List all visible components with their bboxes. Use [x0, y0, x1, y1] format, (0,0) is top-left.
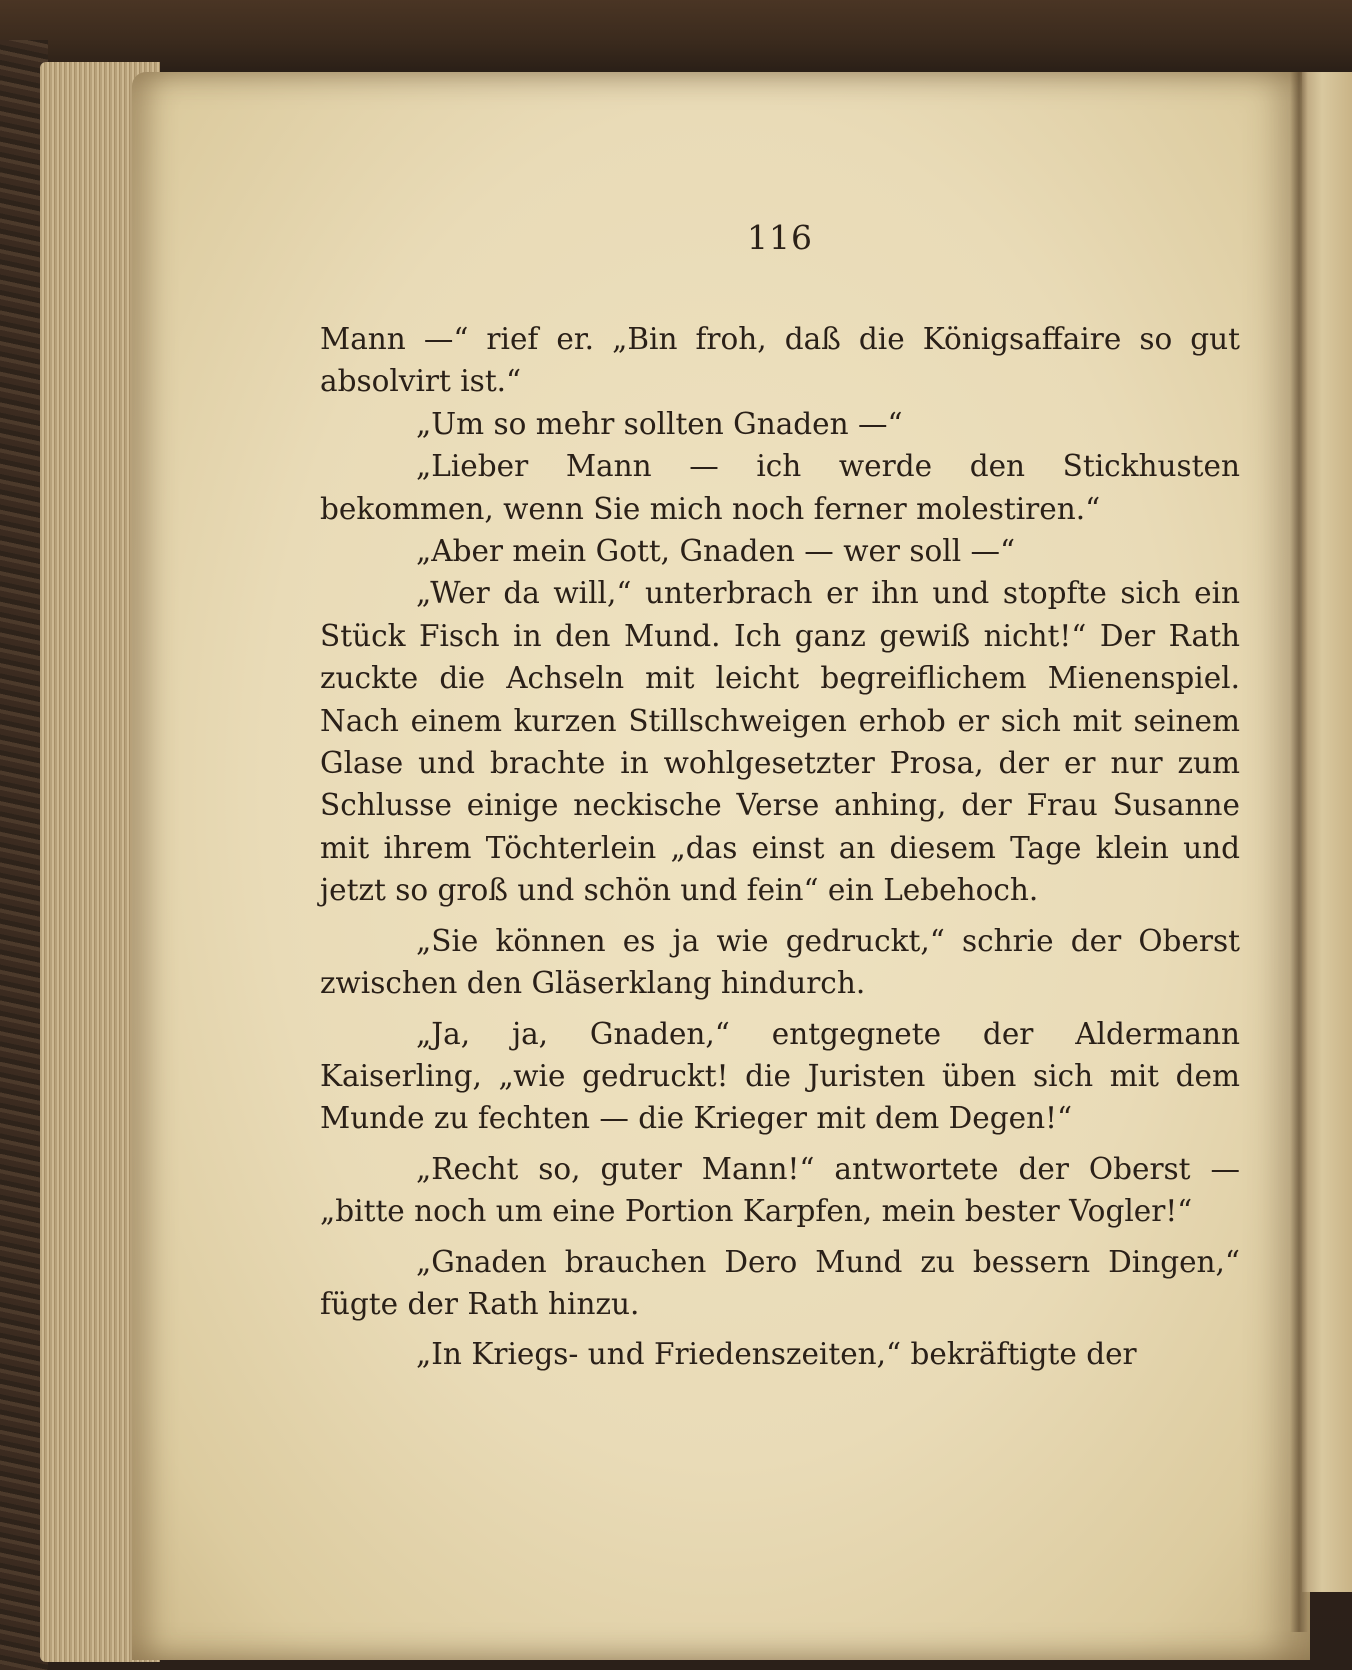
page-text	[320, 318, 1240, 1376]
paragraph: „Wer da will,“ unterbrach er ihn und stopfte sich ein Stück Fisch in den Mund. Ich ganz gewiß nicht!“ Der Rath zuckte die Achseln mit leicht begreiflichem Mienenspiel. Nach einem kurzen Stillschweigen erhob er sich mit seinem Glase und brachte in wohlgesetzter Prosa, der er nur zum Schlusse einige neckische Verse anhing, der Frau Susanne mit ihrem Töchterlein „das einst an diesem Tage klein und jetzt so groß und schön und fein“ ein Lebehoch.	[320, 576, 1240, 908]
page-number: 116	[747, 218, 813, 257]
paragraph: „Sie können es ja wie gedruckt,“ schrie der Oberst zwischen den Gläserklang hindurch.	[320, 923, 1240, 1001]
paragraph: „In Kriegs- und Friedenszeiten,“ bekräftigte der	[416, 1337, 1137, 1372]
paragraph: „Ja, ja, Gnaden,“ entgegnete der Aldermann Kaiserling, „wie gedruckt! die Juristen üben sich mit dem Munde zu fechten — die Krieger mit dem Degen!“	[320, 1016, 1240, 1136]
book-gutter	[1290, 72, 1308, 1632]
paragraph: „Um so mehr sollten Gnaden —“	[416, 406, 903, 441]
facing-page-edge	[1302, 72, 1352, 1592]
book-cover-top	[0, 0, 1352, 72]
paragraph: Mann —“ rief er. „Bin froh, daß die Königsaffaire so gut absolvirt ist.“	[320, 322, 1240, 399]
paragraph: „Aber mein Gott, Gnaden — wer soll —“	[416, 534, 1016, 569]
paragraph: „Recht so, guter Mann!“ antwortete der Oberst — „bitte noch um eine Portion Karpfen, mein bester Vogler!“	[320, 1151, 1240, 1229]
paragraph: „Lieber Mann — ich werde den Stickhusten bekommen, wenn Sie mich noch ferner molestiren.“	[320, 449, 1240, 526]
paragraph: „Gnaden brauchen Dero Mund zu bessern Dingen,“ fügte der Rath hinzu.	[320, 1244, 1240, 1321]
